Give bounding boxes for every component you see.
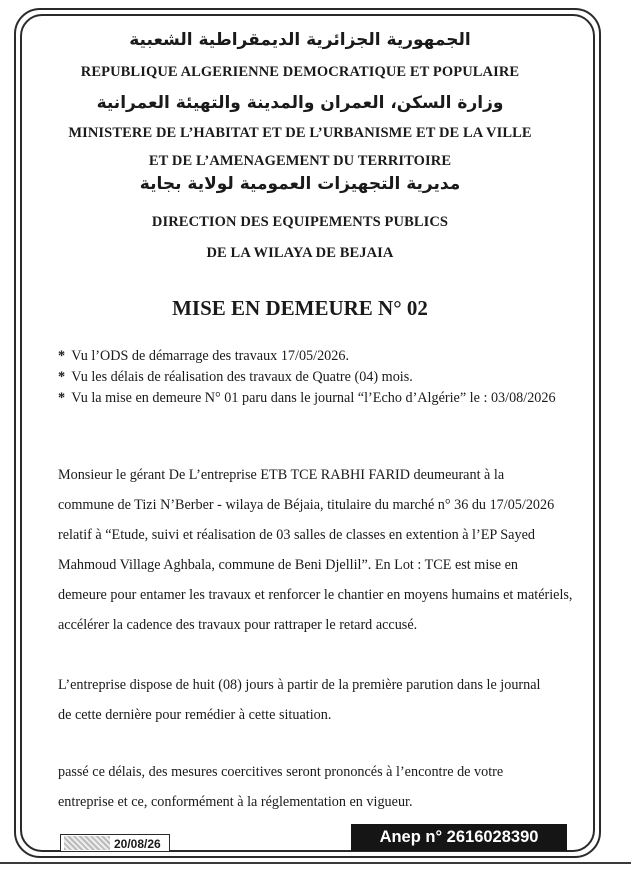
header-french-direction-line2: DE LA WILAYA DE BEJAIA <box>206 245 394 261</box>
list-item: * Vu les délais de réalisation des travaux de Quatre (04) mois. <box>58 367 556 388</box>
header-arabic-republic: الجمهورية الجزائرية الديمقراطية الشعبية <box>129 30 471 50</box>
paragraph-line: passé ce délais, des mesures coercitives seront prononcés à l’encontre de votre <box>58 764 504 780</box>
asterisk-icon: * <box>58 348 66 364</box>
header-french-ministry-line2: ET DE L’AMENAGEMENT DU TERRITOIRE <box>148 153 452 169</box>
stamp-icon <box>64 836 110 850</box>
asterisk-icon: * <box>58 390 66 406</box>
asterisk-icon: * <box>58 369 66 385</box>
paragraph-line: L’entreprise dispose de huit (08) jours à partir de la première parution dans le journal <box>58 677 541 693</box>
paragraph-line: Mahmoud Village Aghbala, commune de Beni Djellil”. En Lot : TCE est mise en <box>58 557 519 573</box>
paragraph-line: de cette dernière pour remédier à cette situation. <box>58 707 332 723</box>
notice-title: MISE EN DEMEURE N° 02 <box>172 296 428 320</box>
bottom-divider <box>0 862 631 864</box>
publication-date-box <box>60 834 170 852</box>
paragraph-line: relatif à “Etude, suivi et réalisation de 03 salles de classes en extention à l’EP Sayed <box>58 527 535 543</box>
considerations-list <box>58 346 556 409</box>
header-french-ministry-line1: MINISTERE DE L’HABITAT ET DE L’URBANISME ET DE LA VILLE <box>68 125 532 141</box>
header-arabic-direction: مديرية التجهيزات العمومية لولاية بجاية <box>139 174 461 194</box>
paragraph-line: accélérer la cadence des travaux pour rattraper le retard accusé. <box>58 617 418 633</box>
paragraph-line: demeure pour entamer les travaux et renforcer le chantier en moyens humains et matériels, <box>58 587 573 603</box>
paragraph-line: Monsieur le gérant De L’entreprise ETB TCE RABHI FARID deumeurant à la <box>58 467 505 483</box>
paragraph-line: entreprise et ce, conformément à la réglementation en vigueur. <box>58 794 413 810</box>
list-item: * Vu l’ODS de démarrage des travaux 17/05/2026. <box>58 346 556 367</box>
header-french-direction-line1: DIRECTION DES EQUIPEMENTS PUBLICS <box>151 214 449 230</box>
paragraph-deadline <box>58 670 541 730</box>
publication-date: 20/08/26 <box>114 837 161 851</box>
header-arabic-ministry: وزارة السكن، العمران والمدينة والتهيئة العمرانية <box>96 93 504 113</box>
header-french-republic: REPUBLIQUE ALGERIENNE DEMOCRATIQUE ET POPULAIRE <box>80 64 520 80</box>
list-item: * Vu la mise en demeure N° 01 paru dans le journal “l’Echo d’Algérie” le : 03/08/2026 <box>58 388 556 409</box>
anep-reference: Anep n° 2616028390 <box>351 824 567 851</box>
paragraph-line: commune de Tizi N’Berber - wilaya de Béjaia, titulaire du marché n° 36 du 17/05/2026 <box>58 497 555 513</box>
paragraph-main <box>58 460 572 640</box>
paragraph-consequences <box>58 757 503 817</box>
